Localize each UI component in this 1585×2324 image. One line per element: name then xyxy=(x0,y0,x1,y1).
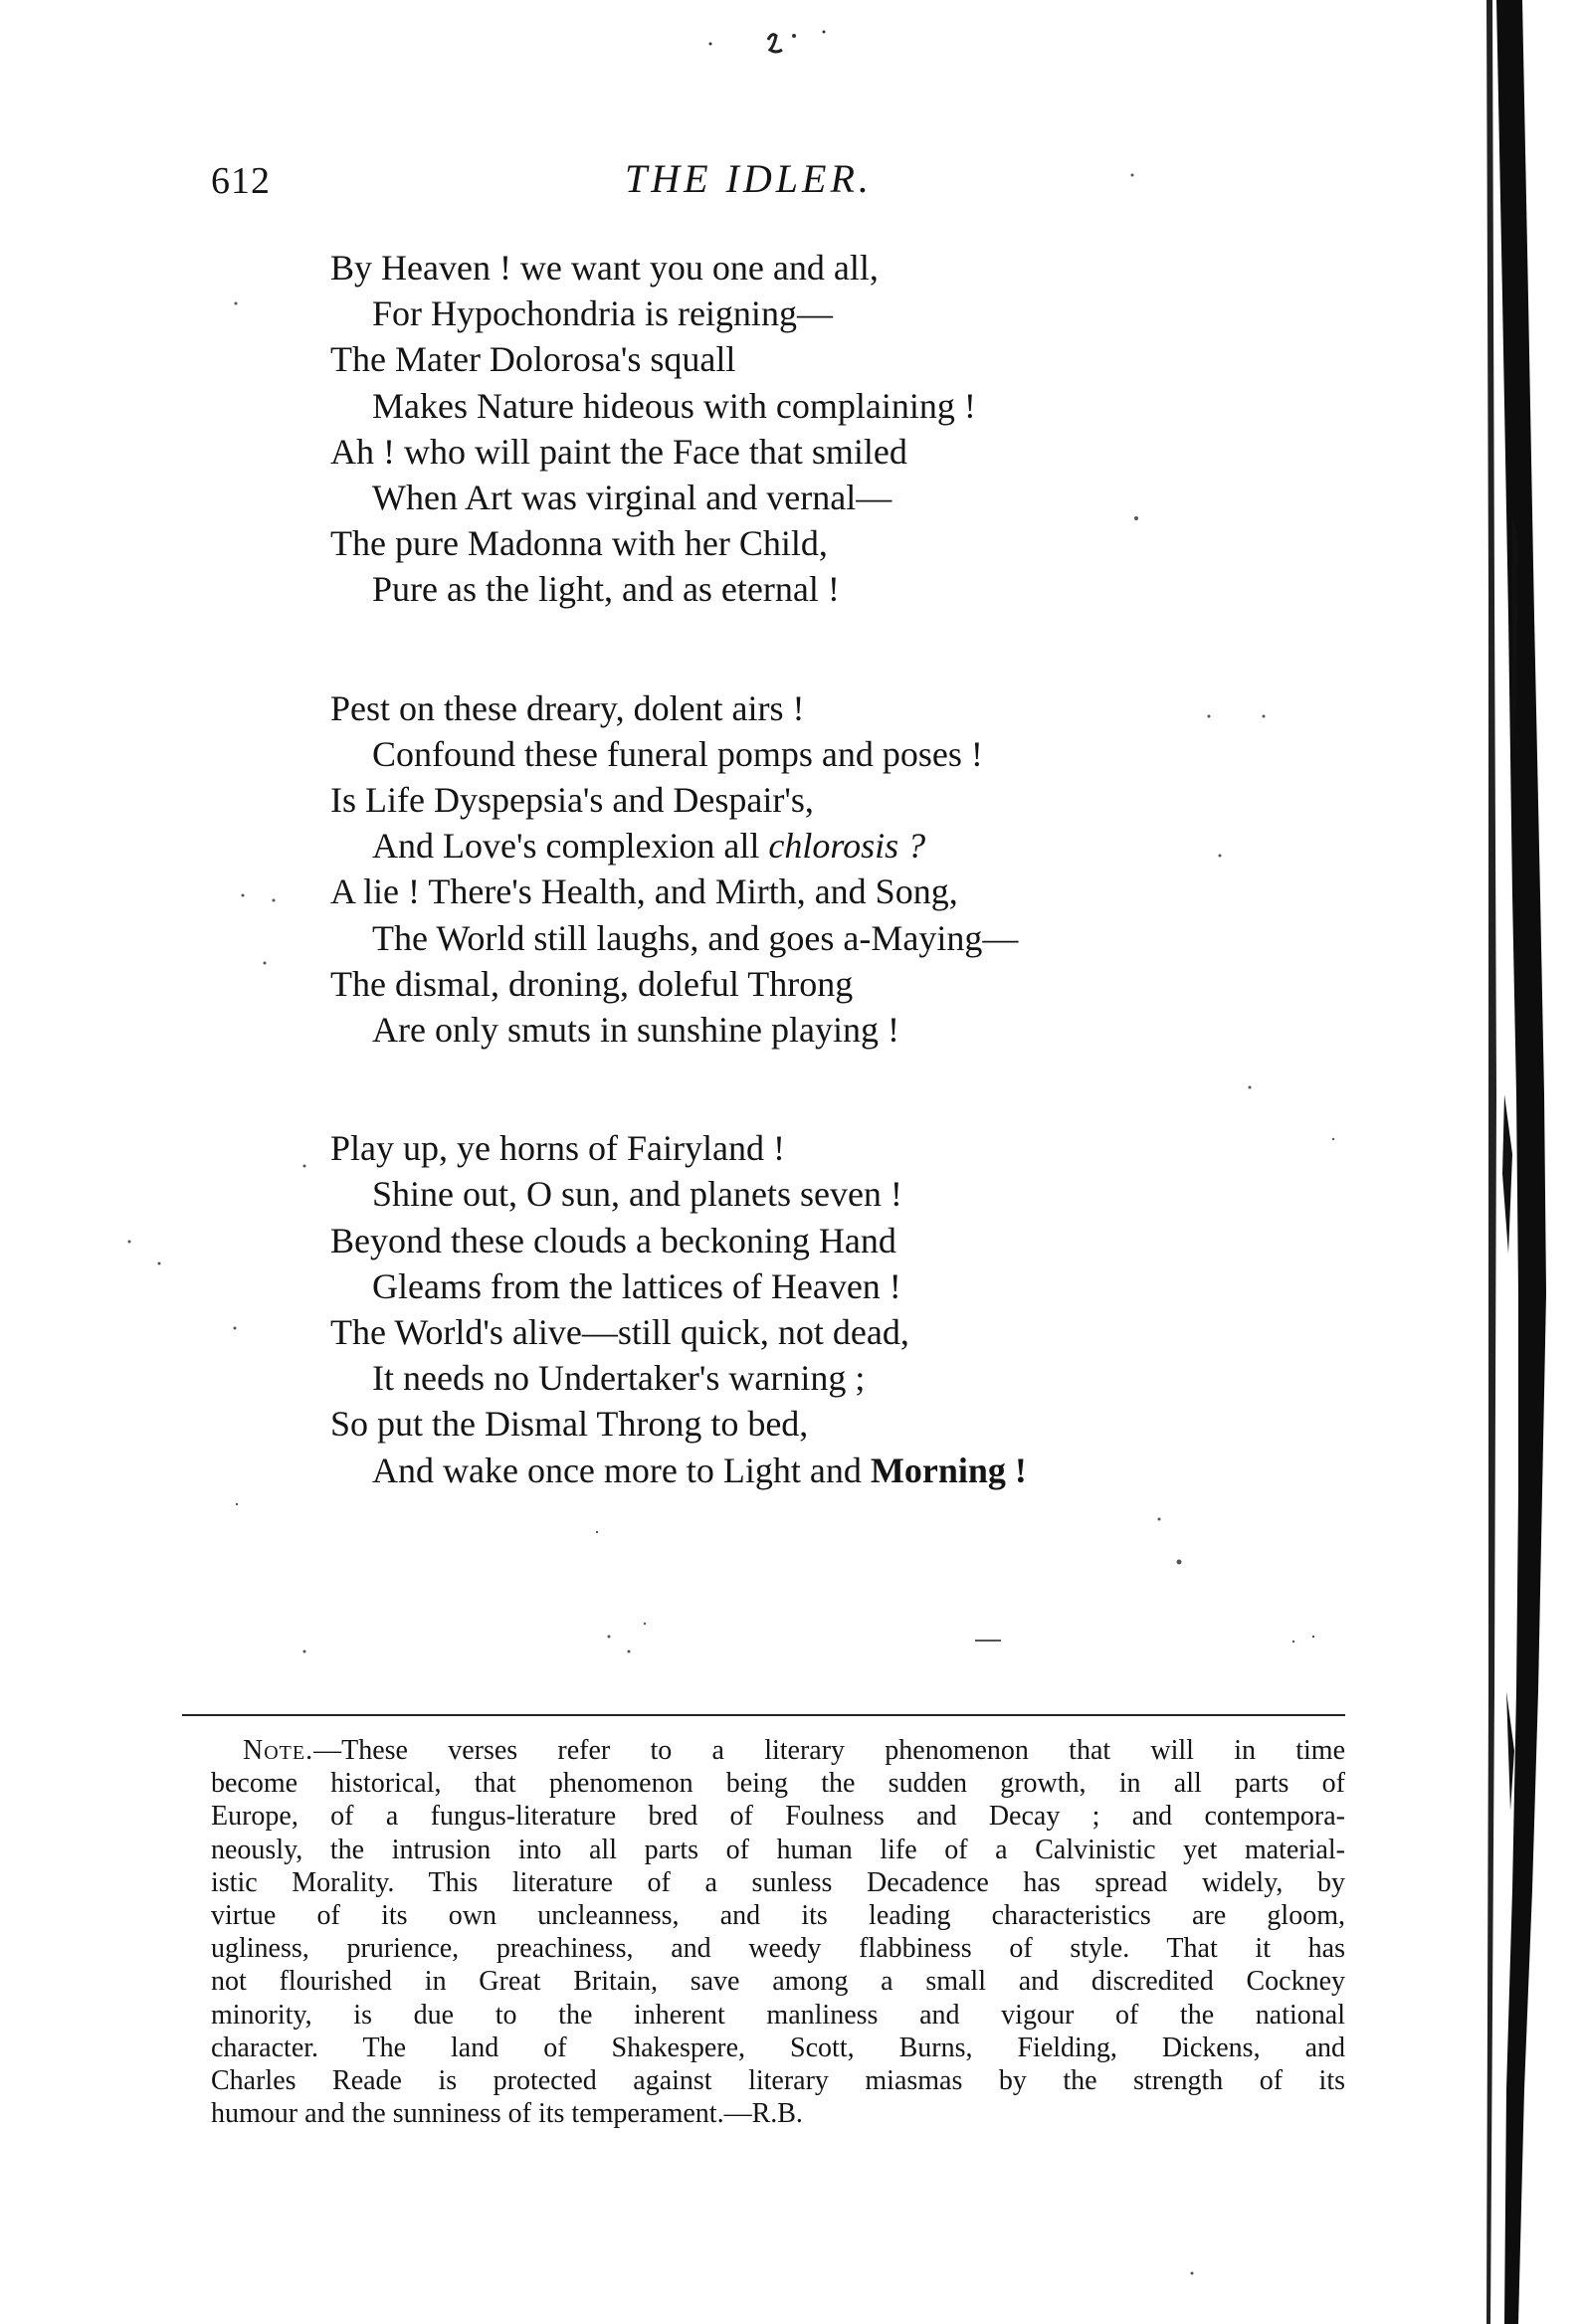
verse-line: Is Life Dyspepsia's and Despair's, xyxy=(330,780,814,821)
verse-text: And Love's complexion all xyxy=(372,826,769,867)
note-line xyxy=(211,1734,1345,1767)
verse-line xyxy=(330,1448,1226,1493)
verse-line: The pure Madonna with her Child, xyxy=(330,523,828,564)
verse-text: And wake once more to Light and xyxy=(372,1450,871,1490)
note-line: humour and the sunniness of its temperament.—R.B. xyxy=(211,2098,803,2130)
verse-line: Pure as the light, and as eternal ! xyxy=(372,569,840,610)
final-word: Morning ! xyxy=(870,1450,1027,1490)
note-line: Charles Reade is protected against literary miasmas by the strength of its xyxy=(211,2065,1345,2097)
note-line: ugliness, prurience, preachiness, and weedy flabbiness of style. That it has xyxy=(211,1933,1345,1965)
note-lead: Note. xyxy=(243,1735,314,1766)
stanza-1 xyxy=(330,245,1226,613)
verse-line: The World still laughs, and goes a-Maying— xyxy=(372,917,1019,958)
verse-line: The dismal, droning, doleful Throng xyxy=(330,963,854,1004)
note-line: not flourished in Great Britain, save among a small and discredited Cockney xyxy=(211,1966,1345,1998)
binding-shadow xyxy=(1483,0,1585,2324)
footnote xyxy=(211,1734,1345,2130)
italic-phrase: chlorosis ? xyxy=(768,826,926,867)
stanza-3 xyxy=(330,1125,1226,1493)
verse-line: It needs no Undertaker's warning ; xyxy=(372,1358,866,1399)
note-line: character. The land of Shakespere, Scott, Burns, Fielding, Dickens, and xyxy=(211,2032,1345,2063)
stanza-2 xyxy=(330,685,1226,1054)
verse-line: For Hypochondria is reigning— xyxy=(372,293,833,334)
verse-line: Beyond these clouds a beckoning Hand xyxy=(330,1220,896,1260)
poem xyxy=(330,245,1226,1493)
verse-line: By Heaven ! we want you one and all, xyxy=(330,248,879,288)
verse-line: A lie ! There's Health, and Mirth, and Song, xyxy=(330,872,958,912)
verse-line: Are only smuts in sunshine playing ! xyxy=(372,1010,899,1051)
running-title: THE IDLER. xyxy=(625,156,873,201)
verse-line: Makes Nature hideous with complaining ! xyxy=(372,385,976,426)
verse-line: Play up, ye horns of Fairyland ! xyxy=(330,1128,785,1169)
verse-line: The Mater Dolorosa's squall xyxy=(330,339,736,380)
verse-line: Confound these funeral pomps and poses ! xyxy=(372,733,983,774)
note-line: istic Morality. This literature of a sunless Decadence has spread widely, by xyxy=(211,1866,1345,1898)
note-line: become historical, that phenomenon being the sudden growth, in all parts of xyxy=(211,1768,1345,1800)
footnote-rule xyxy=(182,1714,1345,1716)
verse-line: When Art was virginal and vernal— xyxy=(372,478,892,518)
page-number: 612 xyxy=(211,160,271,202)
note-text: —These verses refer to a literary phenomenon that will in time xyxy=(313,1735,1345,1766)
note-line: virtue of its own uncleanness, and its leading characteristics are gloom, xyxy=(211,1900,1345,1932)
verse-line: Pest on these dreary, dolent airs ! xyxy=(330,687,805,728)
verse-line: Gleams from the lattices of Heaven ! xyxy=(372,1265,901,1306)
verse-line: So put the Dismal Throng to bed, xyxy=(330,1404,809,1445)
verse-line: Ah ! who will paint the Face that smiled xyxy=(330,431,907,472)
ink-mark-icon xyxy=(696,22,856,72)
verse-line: Shine out, O sun, and planets seven ! xyxy=(372,1174,902,1215)
verse-line xyxy=(330,823,1226,869)
note-line: Europe, of a fungus-literature bred of Foulness and Decay ; and contempora- xyxy=(211,1801,1345,1833)
note-line: neously, the intrusion into all parts of human life of a Calvinistic yet material- xyxy=(211,1834,1345,1865)
note-line: minority, is due to the inherent manliness and vigour of the national xyxy=(211,1999,1345,2031)
verse-line: The World's alive—still quick, not dead, xyxy=(330,1312,909,1353)
